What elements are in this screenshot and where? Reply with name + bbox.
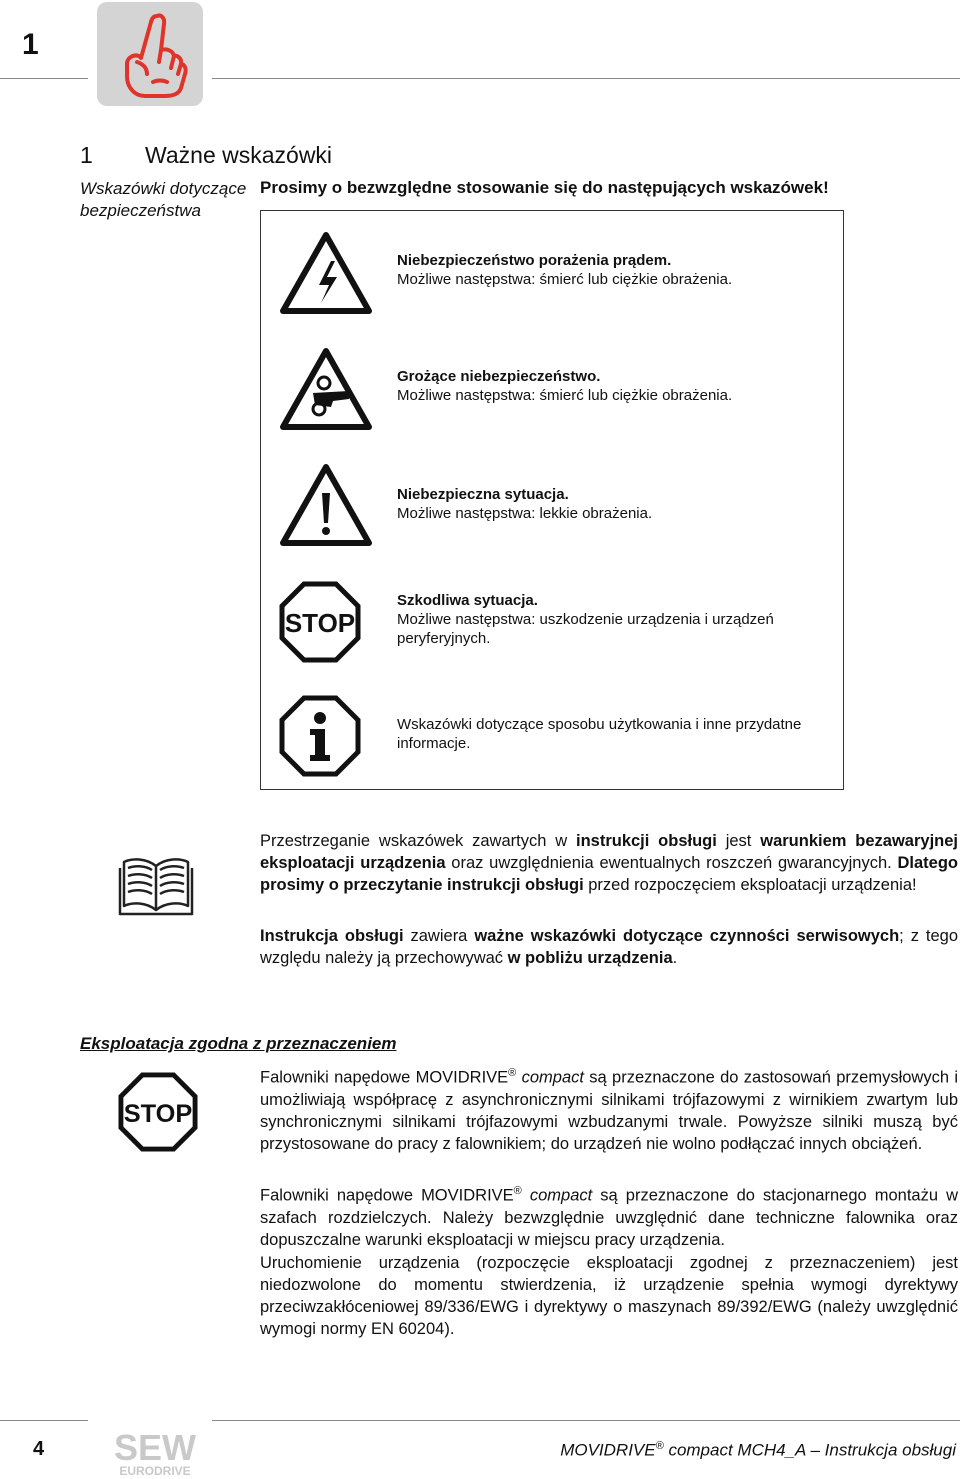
- safety-title: Niebezpieczna sytuacja.: [397, 486, 569, 503]
- usage-heading: Eksploatacja zgodna z przeznaczeniem: [80, 1034, 397, 1053]
- usage-paragraph: [260, 1062, 958, 1155]
- text-run: są przeznaczone do zastosowań przemysłowych i umożliwiają współpracę z asynchronicznymi silnikami trójfazowymi z wirnikiem zwartym lub synchronicznymi silnikami trójfazowymi wzbudzanymi trwale. Powyższe silniki muszą być przystosowane do pracy z falownikiem; do urządzeń nie wolno podłączać innych obciążeń.: [260, 1068, 958, 1153]
- doc-title-pre: MOVIDRIVE: [560, 1440, 656, 1460]
- safety-title: Szkodliwa sytuacja.: [397, 592, 538, 609]
- doc-title-mark: ®: [655, 1440, 664, 1452]
- text-run: [522, 1187, 530, 1205]
- text-run: Falowniki napędowe MOVIDRIVE: [260, 1068, 509, 1087]
- svg-text:STOP: STOP: [123, 1099, 193, 1128]
- sew-eurodrive-logo: [100, 1428, 210, 1478]
- lead-text: Prosimy o bezwzględne stosowanie się do następujących wskazówek!: [260, 178, 829, 197]
- text-run: są przeznaczone do stacjonarnego montażu w szafach rozdzielczych. Należy bezwzględnie uwzględnić dane techniczne falownika oraz dopuszczalne warunki eksploatacji w miejscu pracy urządzenia.: [260, 1186, 959, 1249]
- safety-desc: Możliwe następstwa: śmierć lub ciężkie obrażenia.: [397, 387, 733, 404]
- header-rule: [212, 78, 960, 79]
- safety-entry: [397, 591, 837, 648]
- logo-subtext: EURODRIVE: [119, 1464, 191, 1478]
- text-run: Falowniki napędowe MOVIDRIVE: [260, 1186, 514, 1205]
- safety-entry: [397, 485, 837, 523]
- logo-text: SEW: [113, 1428, 197, 1468]
- safety-entry: [397, 715, 837, 753]
- text-run: ważne wskazówki dotyczące czynności serwisowych: [474, 927, 900, 945]
- safety-entry: [397, 251, 837, 289]
- text-run: ; z tego względu należy ją przechowywać: [260, 927, 959, 967]
- safety-desc: Wskazówki dotyczące sposobu użytkowania i inne przydatne informacje.: [397, 716, 802, 752]
- stop-sign-icon: [279, 581, 361, 663]
- book-icon: [116, 854, 196, 918]
- safety-notes-box: [260, 210, 844, 790]
- text-run: Dlatego prosimy o przeczytanie instrukcji obsługi: [260, 854, 958, 894]
- text-run: ®: [508, 1067, 517, 1079]
- footer-rule: [212, 1420, 960, 1421]
- text-run: przed rozpoczęciem eksploatacji urządzenia!: [583, 876, 917, 894]
- page-number: 4: [33, 1438, 45, 1460]
- exclamation-warning-icon: [279, 463, 373, 547]
- text-run: .: [672, 949, 678, 967]
- text-run: compact: [529, 1186, 593, 1205]
- text-run: w pobliżu urządzenia: [507, 949, 673, 967]
- text-run: instrukcji obsługi: [575, 832, 717, 850]
- stop-sign-icon: [118, 1072, 198, 1152]
- pointing-hand-icon: [97, 2, 203, 106]
- section-title: Ważne wskazówki: [145, 142, 333, 168]
- section-number: 1: [80, 142, 93, 168]
- safety-entry: [397, 367, 837, 405]
- text-run: warunkiem bezawaryjnej eksploatacji urządzenia: [260, 832, 958, 872]
- text-run: Instrukcja obsługi: [260, 927, 404, 945]
- chapter-number: 1: [22, 28, 39, 61]
- safety-desc: Możliwe następstwa: uszkodzenie urządzenia i urządzeń peryferyjnych.: [397, 611, 774, 647]
- footer-rule: [0, 1420, 88, 1421]
- text-run: Przestrzeganie wskazówek zawartych w: [260, 832, 576, 850]
- usage-paragraph: Uruchomienie urządzenia (rozpoczęcie eksploatacji zgodnej z przeznaczeniem) jest niedozwolone do momentu stwierdzenia, iż urządzenie spełnia wymogi dyrektywy przeciwzakłóceniowej 89/336/EWG i dyrektywy o maszynach 89/392/EWG (należy uwzględnić wymogi normy EN 60204).: [260, 1254, 958, 1338]
- manual-note-paragraph: [260, 830, 958, 896]
- text-run: zawiera: [403, 927, 475, 945]
- svg-text:STOP: STOP: [284, 608, 356, 638]
- document-title: [560, 1440, 956, 1461]
- safety-title: Niebezpieczeństwo porażenia prądem.: [397, 252, 672, 269]
- manual-note-paragraph: [260, 925, 958, 969]
- header-rule: [0, 78, 88, 79]
- safety-title: Grożące niebezpieczeństwo.: [397, 368, 601, 385]
- safety-desc: Możliwe następstwa: śmierć lub ciężkie obrażenia.: [397, 271, 733, 288]
- usage-paragraph: [260, 1180, 958, 1251]
- info-icon: [279, 695, 361, 777]
- text-run: oraz uwzględnienia ewentualnych roszczeń gwarancyjnych.: [445, 854, 898, 872]
- text-run: compact: [521, 1068, 584, 1087]
- text-run: jest: [716, 832, 761, 850]
- side-note: Wskazówki dotyczące bezpieczeństwa: [80, 179, 247, 220]
- safety-desc: Możliwe następstwa: lekkie obrażenia.: [397, 505, 653, 522]
- doc-title-post: compact MCH4_A – Instrukcja obsługi: [663, 1440, 956, 1460]
- electric-shock-warning-icon: [279, 231, 373, 315]
- text-run: ®: [513, 1185, 522, 1197]
- crushing-hazard-warning-icon: [279, 347, 373, 431]
